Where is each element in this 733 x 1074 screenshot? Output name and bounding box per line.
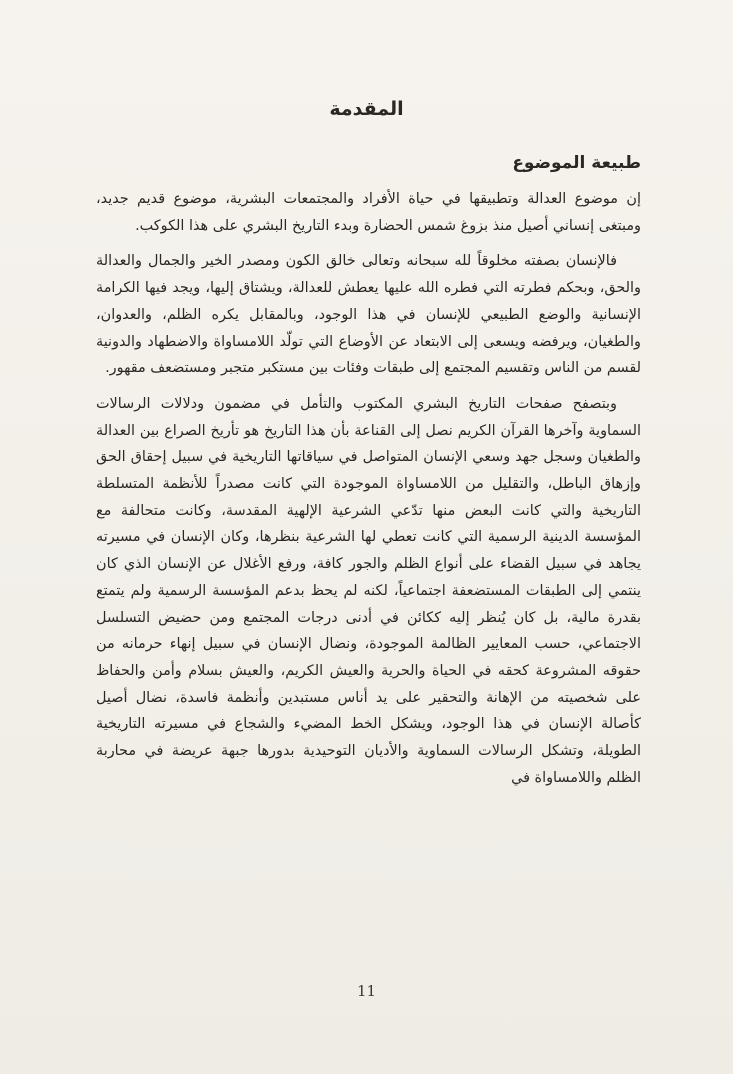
- paragraph-3: وبتصفح صفحات التاريخ البشري المكتوب والتأمل في مضمون ودلالات الرسالات السماوية وآخرها القرآن الكريم نصل إلى القناعة بأن هذا التاريخ هو تأريخ الصراع بين العدالة والطغيان وسجل جهد وسعي الإنسان المتواصل في سياقاتها التاريخية في سبيل إحقاق الحق وإزهاق الباطل، والتقليل من اللامساواة الموجودة التي كانت مصدراً للأنظمة المتسلطة التاريخية والتي كانت البعض منها تدّعي الشرعية الإلهية المقدسة، وكانت متحالفة مع المؤسسة الدينية الرسمية التي كانت تعطي لها الشرعية بنظرها، وكان الإنسان في مسيرته يجاهد في سبيل القضاء على أنواع الظلم والجور كافة، ورفع الأغلال عن الإنسان الذي كان ينتمي إلى الطبقات المستضعفة اجتماعياً، لكنه لم يحظ بدعم المؤسسة الرسمية ولم يتمتع بقدرة مالية، بل كان يُنظر إليه ككائن في أدنى درجات المجتمع ومن حضيض التسلسل الاجتماعي، حسب المعايير الظالمة الموجودة، ونضال الإنسان في سبيل إنهاء حرمانه من حقوقه المشروعة كحقه في الحياة والحرية والعيش الكريم، والعيش بسلام وأمن والحفاظ على شخصيته من الإهانة والتحقير على يد أناس مستبدين وأنظمة فاسدة، نضال أصيل كأصالة الإنسان في هذا الوجود، ويشكل الخط المضيء والشجاع في مسيرته التاريخية الطويلة، وتشكل الرسالات السماوية والأديان التوحيدية بدورها جبهة عريضة في محاربة الظلم واللامساواة في: [96, 395, 641, 786]
- section-heading: طبيعة الموضوع: [512, 153, 641, 173]
- page-number: 11: [356, 982, 377, 1000]
- paragraph-1: إن موضوع العدالة وتطبيقها في حياة الأفراد والمجتمعات البشرية، موضوع قديم جديد، ومبتغى إنساني أصيل منذ بزوغ شمس الحضارة وبدء التاريخ البشري على هذا الكوكب.: [96, 191, 641, 234]
- page-body: [96, 150, 641, 800]
- paragraph-2: فالإنسان بصفته مخلوقاً لله سبحانه وتعالى خالق الكون ومصدر الخير والجمال والعدالة والحق، وبحكم فطرته التي فطره الله عليها يعطش للعدالة، ويشتاق إليها، ويجد فيها الكرامة الإنسانية والوضع الطبيعي للإنسان في هذا الوجود، وبالمقابل يكره الظلم، والعدوان، والطغيان، ويرفضه ويسعى إلى الابتعاد عن الأوضاع التي تولّد اللامساواة والاضطهاد والدونية لقسم من الناس وتقسيم المجتمع إلى طبقات وفئات بين مستكبر متجبر ومستضعف مقهور.: [96, 253, 641, 377]
- page-title: المقدمة: [329, 98, 404, 120]
